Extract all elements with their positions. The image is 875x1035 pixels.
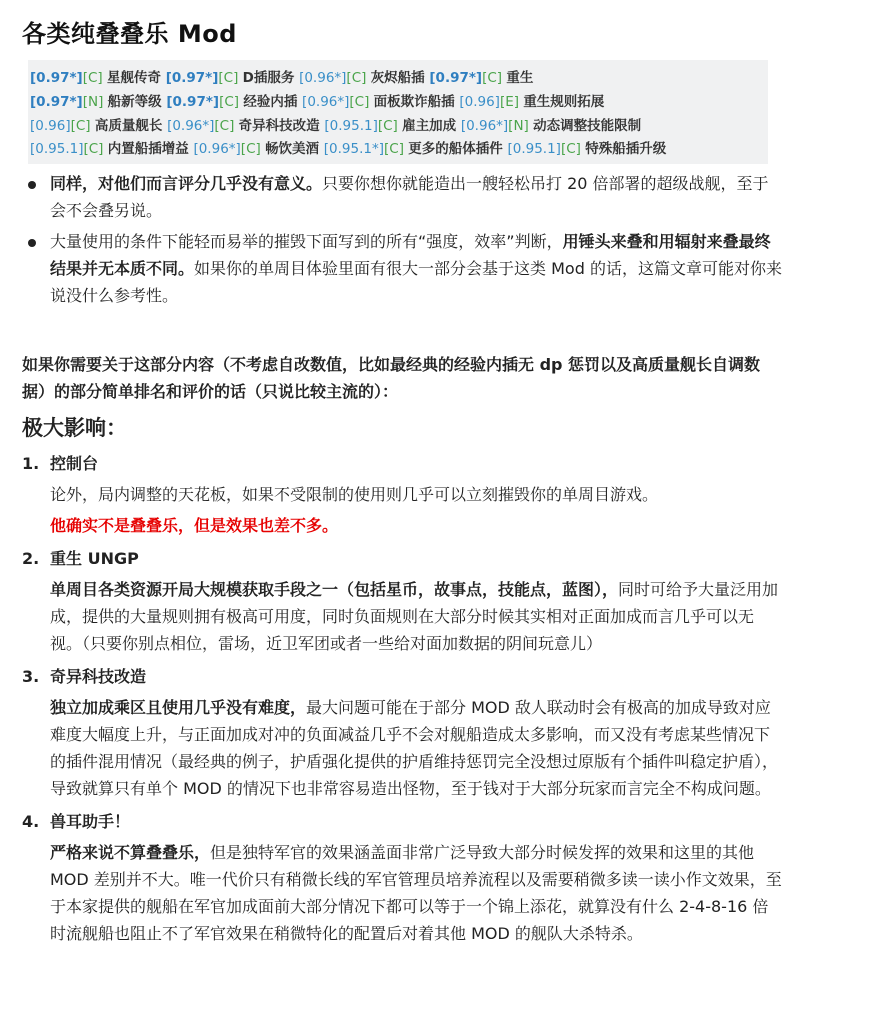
list-item <box>22 450 782 539</box>
mod-tag: [C] <box>377 118 403 134</box>
item-red-note: 他确实不是叠叠乐，但是效果也差不多。 <box>50 516 339 535</box>
item-bold-text: 独立加成乘区且使用几乎没有难度， <box>50 698 307 717</box>
mod-version: [0.97*] <box>429 70 483 86</box>
mod-name: 重生 <box>506 70 534 86</box>
mod-tag: [C] <box>346 70 371 86</box>
item-number: 3. <box>22 667 40 686</box>
mod-name: 面板欺诈船插 <box>373 94 460 110</box>
mod-tag: [C] <box>560 141 586 157</box>
item-text: 但是独特军官的效果涵盖面非常广泛导致大部分时候发挥的效果和这里的其他 MOD 差别并不大。唯一代价只有稍微长线的军官管理员培养流程以及需要稍微多读一读小作文效果，至于本家提供的舰船在军官加成面前大部分情况下都可以等于一个锦上添花，就算没有什么 2-4-8-16 倍时流舰船也阻止不了军官效果在稍微特化的配置后对着其他 MOD 的舰队大杀特杀。 <box>50 843 782 943</box>
mod-name: 重生规则拓展 <box>523 94 605 110</box>
mod-name: D插服务 <box>242 70 300 86</box>
mod-line <box>30 137 666 157</box>
mod-version: [0.97*] <box>30 70 83 86</box>
item-title: 控制台 <box>50 454 99 473</box>
bullet-text: 如果你的单周目体验里面有很大一部分会基于这类 Mod 的话，这篇文章可能对你来说没什么参考性。 <box>50 259 782 305</box>
section-title: 极大影响： <box>22 416 127 440</box>
mod-tag: [C] <box>214 118 239 134</box>
mod-version: [0.95.1*] <box>323 141 384 157</box>
mod-version: [0.95.1] <box>324 118 378 134</box>
mod-name: 奇异科技改造 <box>238 118 325 134</box>
mod-version: [0.97*] <box>166 94 220 110</box>
intro-paragraph: 如果你需要关于这部分内容（不考虑自改数值，比如最经典的经验内插无 dp 惩罚以及高质量舰长自调数据）的部分简单排名和评价的话（只说比较主流的）： <box>22 355 761 401</box>
mod-tag: [C] <box>482 70 507 86</box>
mod-name: 动态调整技能限制 <box>533 118 642 134</box>
mod-tag: [E] <box>499 94 524 110</box>
mod-tag: [C] <box>218 70 243 86</box>
item-number: 1. <box>22 454 40 473</box>
mod-tag: [C] <box>240 141 266 157</box>
mod-line <box>30 90 604 110</box>
mod-version: [0.96] <box>30 118 71 134</box>
mod-tag: [N] <box>508 118 534 134</box>
mod-tag: [C] <box>83 141 108 157</box>
mod-name: 内置船插增益 <box>107 141 194 157</box>
item-title: 重生 UNGP <box>50 549 139 568</box>
mod-name: 畅饮美酒 <box>265 141 324 157</box>
mod-line <box>30 114 641 134</box>
mod-version: [0.95.1] <box>30 141 84 157</box>
bullet-item <box>22 170 782 224</box>
mod-name: 更多的船体插件 <box>408 141 508 157</box>
bullet-text: 只要你想你就能造出一艘轻松吊打 20 倍部署的超级战舰，至于会不会叠另说。 <box>50 174 769 220</box>
mod-version: [0.96*] <box>167 118 215 134</box>
mod-version: [0.95.1] <box>507 141 561 157</box>
mod-version: [0.96*] <box>302 94 350 110</box>
list-item <box>22 545 782 657</box>
item-text: 最大问题可能在于部分 MOD 敌人联动时会有极高的加成导致对应难度大幅度上升，与正面加成对冲的负面减益几乎不会对舰船造成太多影响，而又没有考虑某些情况下的插件混用情况（最经典的例子，护盾强化提供的护盾维持惩罚完全没想过原版有个插件叫稳定护盾），导致就算只有单个 MOD 的情况下也非常容易造出怪物，至于钱对于大部分玩家而言完全不构成问题。 <box>50 698 779 798</box>
mod-name: 星舰传奇 <box>106 70 166 86</box>
mod-tag: [C] <box>219 94 244 110</box>
bullet-item <box>22 228 782 309</box>
item-title: 奇异科技改造 <box>50 667 147 686</box>
bullet-bold-text: 用锤头来叠和用辐射来叠最终结果并无本质不同。 <box>50 232 771 278</box>
item-number: 4. <box>22 812 40 831</box>
mod-version: [0.96] <box>459 94 500 110</box>
mod-name: 高质量舰长 <box>94 118 168 134</box>
item-title: 兽耳助手！ <box>50 812 131 831</box>
mod-name: 船新等级 <box>107 94 167 110</box>
bullet-bold-text: 同样，对他们而言评分几乎没有意义。 <box>50 174 323 193</box>
item-text: 论外，局内调整的天花板，如果不受限制的使用则几乎可以立刻摧毁你的单周目游戏。 <box>50 485 659 504</box>
mod-version: [0.96*] <box>299 70 347 86</box>
list-item <box>22 663 782 802</box>
mod-name: 灰烬船插 <box>370 70 430 86</box>
list-item <box>22 808 782 947</box>
mod-version: [0.97*] <box>165 70 219 86</box>
mod-version: [0.96*] <box>460 118 509 134</box>
item-text: 同时可给予大量泛用加成，提供的大量规则拥有极高可用度，同时负面规则在大部分时候其实相对正面加成而言几乎可以无视。（只要你别点相位，雷场，近卫军团或者一些给对面加数据的阴间玩意儿） <box>50 580 779 653</box>
bullet-text: 大量使用的条件下能轻而易举的摧毁下面写到的所有“强度，效率”判断， <box>50 232 563 251</box>
mod-tag: [C] <box>349 94 374 110</box>
mod-name: 特殊船插升级 <box>585 141 667 157</box>
mod-tag: [C] <box>70 118 95 134</box>
mod-tag: [C] <box>82 70 107 86</box>
mod-version: [0.97*] <box>30 94 83 110</box>
mod-line <box>30 66 533 86</box>
item-bold-text: 严格来说不算叠叠乐， <box>50 843 211 862</box>
mod-tag: [N] <box>82 94 108 110</box>
item-bold-text: 单周目各类资源开局大规模获取手段之一（包括星币，故事点，技能点，蓝图）， <box>50 580 619 599</box>
page-title: 各类纯叠叠乐 Mod <box>22 20 237 48</box>
ordered-list <box>22 450 782 947</box>
bullet-list <box>22 170 782 313</box>
item-number: 2. <box>22 549 40 568</box>
mod-list-image <box>28 60 768 164</box>
mod-version: [0.96*] <box>193 141 241 157</box>
mod-name: 雇主加成 <box>402 118 461 134</box>
mod-tag: [C] <box>384 141 409 157</box>
mod-name: 经验内插 <box>243 94 303 110</box>
